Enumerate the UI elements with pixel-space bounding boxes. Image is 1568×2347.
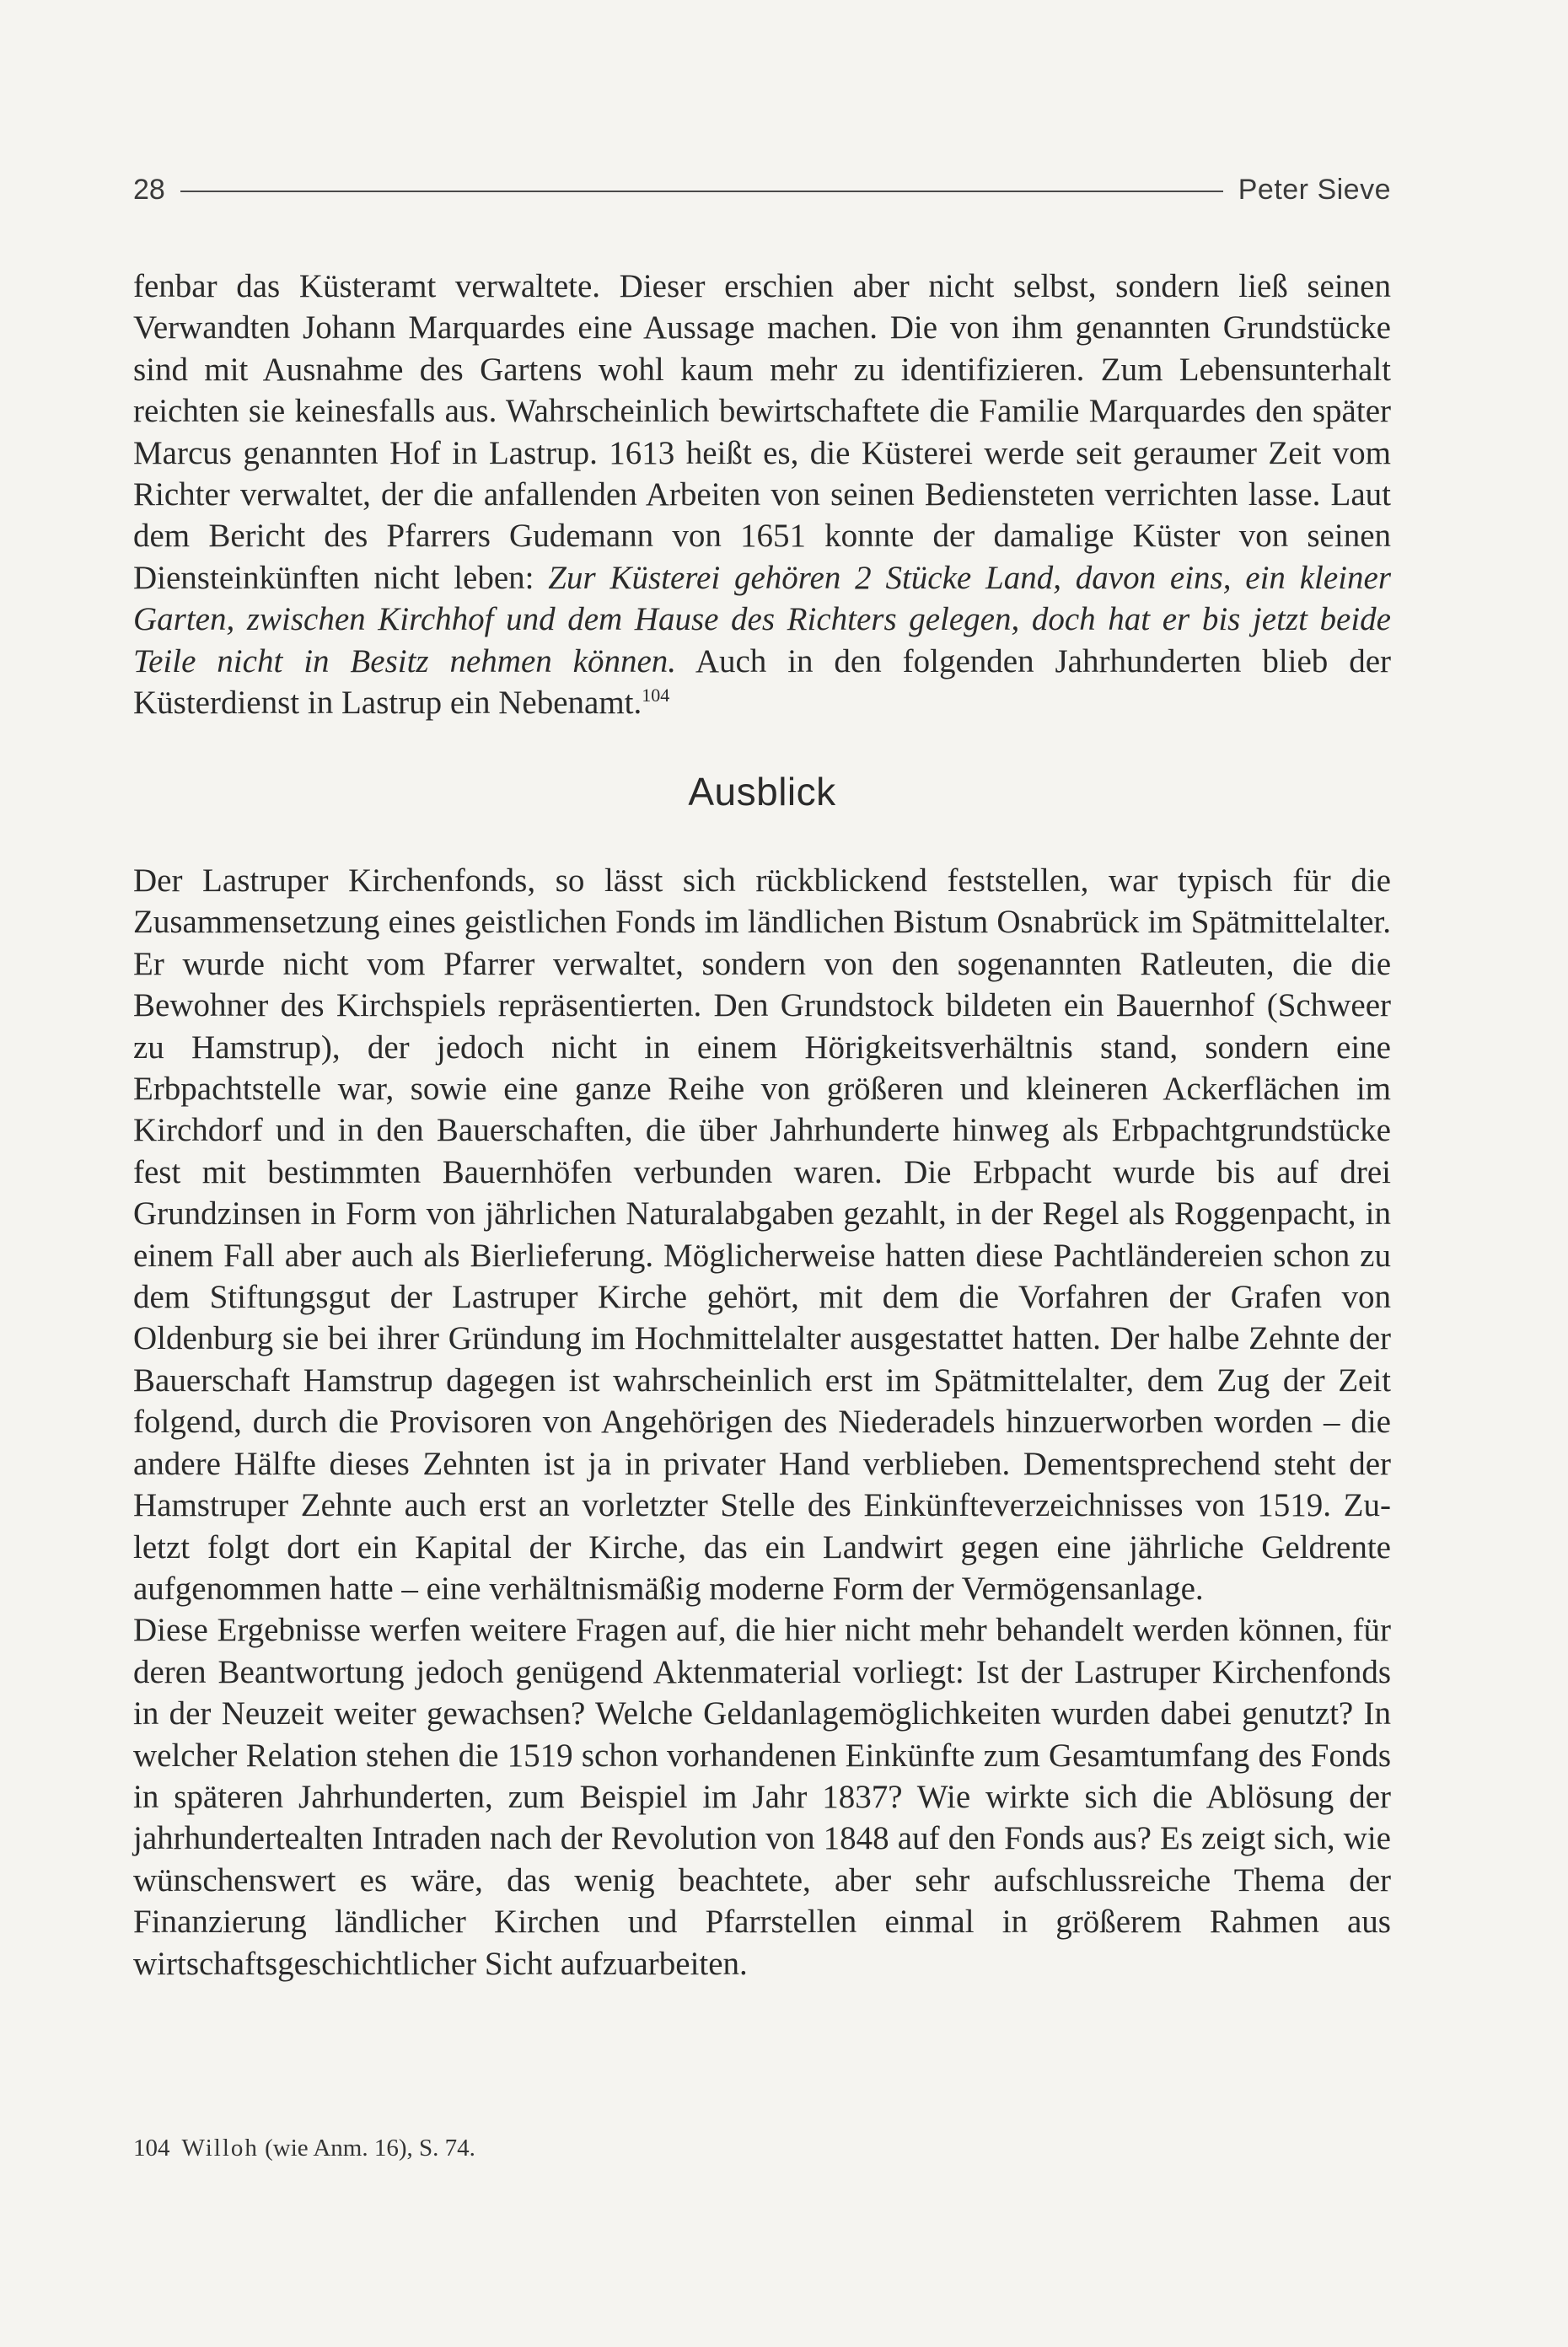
footnote	[133, 2133, 1391, 2163]
paragraph-1-text-a: fenbar das Küsteramt verwaltete. Dieser erschien aber nicht selbst, sondern ließ seinen Verwandten Johann Marquardes eine Aussage machen. Die von ihm genannten Grundstücke sind mit Ausnahme des Gartens wohl kaum mehr zu identifizieren. Zum Lebensunterhalt reichten sie keinesfalls aus. Wahrscheinlich bewirtschaftete die Familie Marquardes den später Marcus genannten Hof in Lastrup. 1613 heißt es, die Küsterei werde seit geraumer Zeit vom Richter verwaltet, der die anfallenden Arbeiten von seinen Bediensteten verrichten lasse. Laut dem Bericht des Pfarrers Gudemann von 1651 konnte der damalige Küster von seinen Diensteinkünften nicht leben:	[133, 268, 1391, 596]
paragraph-2: Der Lastruper Kirchenfonds, so lässt sich rückblickend feststellen, war typisch für die Zusammensetzung eines geistlichen Fonds im ländlichen Bistum Osnabrück im Spätmittelalter. Er wurde nicht vom Pfarrer verwaltet, sondern von den sogenannten Ratleuten, die die Bewohner des Kirchspiels repräsentierten. Den Grundstock bildeten ein Bauernhof (Schweer zu Hamstrup), der jedoch nicht in einem Hörigkeitsverhältnis stand, sondern eine Erbpachtstelle war, sowie eine ganze Reihe von größeren und kleineren Ackerflächen im Kirchdorf und in den Bauerschaften, die über Jahrhunderte hinweg als Erbpachtgrundstücke fest mit bestimmten Bauernhöfen verbunden waren. Die Erbpacht wurde bis auf drei Grundzinsen in Form von jährlichen Naturalabgaben gezahlt, in der Regel als Roggenpacht, in einem Fall aber auch als Bierlieferung. Möglicherweise hatten diese Pachtländereien schon zu dem Stiftungsgut der Lastruper Kirche gehört, mit dem die Vorfahren der Grafen von Oldenburg sie bei ihrer Gründung im Hochmittelalter ausgestattet hatten. Der halbe Zehnte der Bauerschaft Hamstrup dagegen ist wahrscheinlich erst im Spätmittelalter, dem Zug der Zeit folgend, durch die Provisoren von Angehörigen des Niederadels hinzuerworben worden – die andere Hälfte dieses Zehnten ist ja in privater Hand verblieben. Dementsprechend steht der Hamstruper Zehnte auch erst an vorletzter Stelle des Einkünfteverzeichnisses von 1519. Zuletzt folgt dort ein Kapital der Kirche, das ein Landwirt gegen eine jährliche Geldrente aufgenommen hatte – eine verhältnismäßig moderne Form der Vermögensanlage.	[133, 862, 1391, 1607]
paragraph-block-2	[133, 860, 1391, 1984]
page-number: 28	[133, 173, 165, 206]
footnote-reference[interactable]: 104	[642, 685, 670, 706]
footnote-text: (wie Anm. 16), S. 74.	[265, 2135, 475, 2162]
running-author: Peter Sieve	[1238, 173, 1391, 206]
quotation: Zur Küsterei gehören 2 Stücke Land, davon eins, ein kleiner Garten, zwischen Kirchhof und dem Hause des Richters gelegen, doch hat er bis jetzt beide Teile nicht in Besitz nehmen können.	[133, 559, 1391, 679]
header-rule	[180, 191, 1223, 192]
footnote-number: 104	[133, 2135, 170, 2162]
footnote-author: Willoh	[181, 2135, 259, 2162]
section-heading: Ausblick	[688, 770, 836, 814]
paragraph-block-1	[133, 266, 1391, 723]
paragraph-3: Diese Ergebnisse werfen weitere Fragen auf, die hier nicht mehr behandelt werden können, für deren Beantwortung jedoch genügend Aktenmaterial vorliegt: Ist der Lastruper Kirchenfonds in der Neuzeit weiter gewachsen? Welche Geldanlagemöglichkeiten wurden dabei genutzt? In welcher Relation stehen die 1519 schon vorhandenen Einkünfte zum Gesamtumfang des Fonds in späteren Jahrhunderten, zum Beispiel im Jahr 1837? Wie wirkte sich die Ablösung der jahrhundertealten Intraden nach der Revolution von 1848 auf den Fonds aus? Es zeigt sich, wie wünschenswert es wäre, das wenig beachtete, aber sehr aufschlussreiche Thema der Finanzierung ländlicher Kirchen und Pfarrstellen einmal in größerem Rahmen aus wirtschaftsgeschichtlicher Sicht aufzuarbeiten.	[133, 1612, 1391, 1982]
paragraph-1	[133, 266, 1391, 723]
running-header	[133, 169, 1391, 211]
paragraph-1-text-b: Auch in den folgenden Jahrhunderten blieb der Küsterdienst in Lastrup ein Nebenamt.	[133, 642, 1392, 722]
